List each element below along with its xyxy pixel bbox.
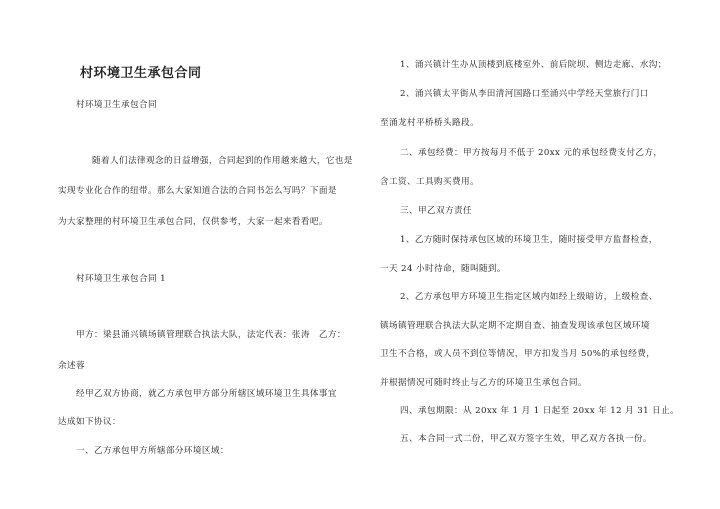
paragraph-line: 随着人们法律观念的日益增强，合同起到的作用越来越大，它也是 (92, 156, 353, 166)
paragraph-line: 实现专业化合作的纽带。那么大家知道合法的合同书怎么写吗？下面是 (58, 186, 337, 196)
paragraph-line: 四、承包期限：从 20xx 年 1 月 1 日起至 20xx 年 12 月 31 日止。 (400, 406, 680, 416)
paragraph-line: 含工资、工具购买费用。 (380, 177, 479, 187)
section-heading: 村环境卫生承包合同 1 (76, 274, 166, 284)
paragraph-line: 一天 24 小时待命，随叫随到。 (380, 264, 506, 274)
paragraph-line: 至涌龙村平桥桥头路段。 (380, 118, 479, 128)
paragraph-line: 2、乙方承包甲方环境卫生指定区域内如经上级暗访，上级检查、 (400, 292, 658, 302)
subtitle-line: 村环境卫生承包合同 (76, 100, 157, 110)
paragraph-line: 1、乙方随时保持承包区域的环境卫生，随时接受甲方监督检查， (400, 235, 658, 245)
paragraph-line: 经甲乙双方协商，就乙方承包甲方部分所辖区域环境卫生具体事宜 (76, 389, 337, 399)
paragraph-line: 甲方：梁县涌兴镇场镇管理联合执法大队，法定代表：张涛 乙方： (76, 330, 346, 340)
paragraph-line: 二、承包经费：甲方按每月不低于 20xx 元的承包经费支付乙方， (400, 148, 663, 158)
paragraph-line: 一、乙方承包甲方所辖部分环境区域： (76, 446, 229, 456)
paragraph-line: 2、涌兴镇太平街从李田清河国路口至涌兴中学经天堂旅行门口 (400, 89, 649, 99)
document-title: 村环境卫生承包合同 (80, 66, 202, 81)
paragraph-line: 达成如下协议： (58, 417, 121, 427)
paragraph-line: 镇场镇管理联合执法大队定期不定期自查、抽查发现该承包区域环境 (380, 321, 650, 331)
paragraph-line: 为大家整理的村环境卫生承包合同，仅供参考，大家一起来看看吧。 (58, 217, 328, 227)
paragraph-line: 1、涌兴镇计生办从顶楼到底楼室外、前后院坝、侧边走廊、水沟； (400, 60, 667, 70)
paragraph-line: 五、本合同一式二份，甲乙双方签字生效，甲乙双方各执一份。 (400, 434, 652, 444)
paragraph-line: 并根据情况可随时终止与乙方的环境卫生承包合同。 (380, 378, 587, 388)
section-heading: 三、甲乙双方责任 (400, 206, 472, 216)
paragraph-line: 余述蓉 (58, 361, 85, 371)
paragraph-line: 卫生不合格，或人员不到位等情况，甲方扣发当月 50%的承包经费， (380, 349, 656, 359)
